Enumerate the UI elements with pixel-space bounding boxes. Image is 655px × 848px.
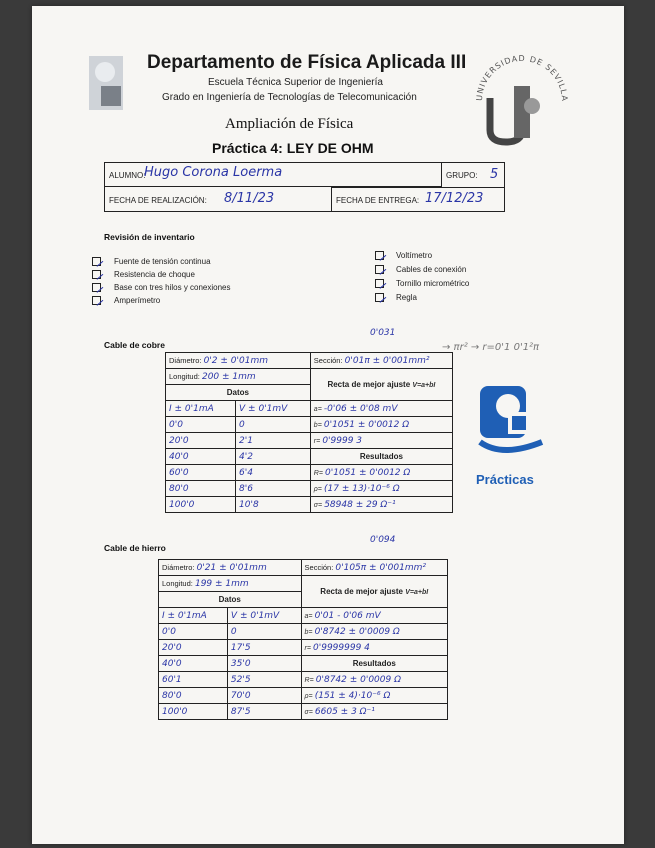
table-row: 80'0 <box>159 688 228 704</box>
copper-sec-label: Sección: <box>313 355 343 365</box>
iron-long-label: Longitud: <box>162 578 193 588</box>
copper-section-title: Cable de cobre <box>104 340 165 350</box>
iron-diam-label: Diámetro: <box>162 562 195 572</box>
iron-sec-label: Sección: <box>304 562 334 572</box>
checkbox-8-icon <box>375 293 384 302</box>
practicas-badge-text: Prácticas <box>476 472 534 487</box>
school-name: Escuela Técnica Superior de Ingeniería <box>208 77 383 88</box>
iron-datos-header: Datos <box>159 592 302 608</box>
inventory-item: Cables de conexión <box>396 265 467 274</box>
copper-results-header: Resultados <box>310 449 452 465</box>
alumno-label: ALUMNO: <box>109 171 146 180</box>
table-row: 40'0 <box>166 449 236 465</box>
inventory-item: Regla <box>396 293 417 302</box>
checkbox-2-icon <box>92 270 101 279</box>
copper-sec-value: 0'01π ± 0'001mm² <box>344 355 430 366</box>
copper-col-v: V ± 0'1mV <box>236 401 311 417</box>
university-seal-icon <box>472 46 570 146</box>
copper-rho-value: (17 ± 13)·10⁻⁶ Ω <box>324 483 400 494</box>
grupo-value: 5 <box>490 167 499 182</box>
grupo-label: GRUPO: <box>446 171 478 180</box>
document-page <box>32 6 624 844</box>
copper-note-above: 0'031 <box>370 328 396 338</box>
checkbox-7-icon <box>375 279 384 288</box>
iron-table: Diámetro: 0'21 ± 0'01mm Sección: 0'105π ± 0'001mm² Longitud: 199 ± 1mm Recta de mejor ajuste V=a+bI Datos I ± 0'1mA V ± 0'1mV a= 0'01 - 0'06 mV 0'0 0 b= 0'8742 ± 0'0009 Ω 20'0 17'5 r= 0'9999999 4 40'0 35'0 Resultados 60'1 52'5 R= 0'8742 ± 0'0009 Ω 80'0 70'0 ρ= (151 ± 4)·10⁻⁶ Ω 100'0 87'5 σ= 6605 ± 3 Ω⁻¹ <box>158 559 448 720</box>
iron-results-header: Resultados <box>301 656 447 672</box>
copper-datos-header: Datos <box>166 385 311 401</box>
copper-b-value: 0'1051 ± 0'0012 Ω <box>323 419 410 430</box>
inventory-item: Resistencia de choque <box>114 270 195 279</box>
iron-r-value: 0'9999999 4 <box>313 642 370 653</box>
copper-fit-eq: V=a+bI <box>412 382 436 389</box>
iron-R-value: 0'8742 ± 0'0009 Ω <box>315 674 401 685</box>
fecha-realizacion-label: FECHA DE REALIZACIÓN: <box>109 196 207 205</box>
iron-col-v: V ± 0'1mV <box>227 608 301 624</box>
iron-note-above: 0'094 <box>370 535 396 545</box>
table-row: 0'0 <box>159 624 228 640</box>
iron-fit-label: Recta de mejor ajuste <box>320 587 403 596</box>
iron-rho-value: (151 ± 4)·10⁻⁶ Ω <box>314 690 391 701</box>
copper-side-note: → πr² → r=0'1 0'1²π <box>442 342 540 353</box>
fecha-entrega-label: FECHA DE ENTREGA: <box>336 196 420 205</box>
checkbox-4-icon <box>92 296 101 305</box>
iron-fit-eq: V=a+bI <box>405 589 429 596</box>
iron-long-value: 199 ± 1mm <box>194 578 249 589</box>
fecha-realizacion-value: 8/11/23 <box>224 191 275 206</box>
department-title: Departamento de Física Aplicada III <box>147 52 467 73</box>
inventory-item: Amperímetro <box>114 296 161 305</box>
inventory-title: Revisión de inventario <box>104 232 195 242</box>
inventory-item: Voltímetro <box>396 251 433 260</box>
checkbox-5-icon <box>375 251 384 260</box>
copper-R-value: 0'1051 ± 0'0012 Ω <box>325 467 411 478</box>
iron-sec-value: 0'105π ± 0'001mm² <box>335 562 426 573</box>
checkbox-1-icon <box>92 257 101 266</box>
copper-fit-label: Recta de mejor ajuste <box>327 380 411 389</box>
department-logo-icon <box>87 54 127 114</box>
checkbox-3-icon <box>92 283 101 292</box>
practicas-badge-icon <box>472 382 550 472</box>
table-row: 60'1 <box>159 672 228 688</box>
copper-table: Diámetro: 0'2 ± 0'01mm Sección: 0'01π ± 0'001mm² Longitud: 200 ± 1mm Recta de mejor ajuste V=a+bI Datos I ± 0'1mA V ± 0'1mV a= -0'06 ± 0'08 mV 0'0 0 b= 0'1051 ± 0'0012 Ω 20'0 2'1 r= 0'9999 3 40'0 4'2 Resultados 60'0 6'4 R= 0'1051 ± 0'0012 Ω 80'0 8'6 ρ= (17 ± 13)·10⁻⁶ Ω 100'0 10'8 σ= 58948 ± 29 Ω⁻¹ <box>165 352 453 513</box>
inventory-item: Fuente de tensión continua <box>114 257 211 266</box>
table-row: 20'0 <box>166 433 236 449</box>
table-row: 40'0 <box>159 656 228 672</box>
copper-diam-value: 0'2 ± 0'01mm <box>203 355 268 366</box>
iron-a-value: 0'01 - 0'06 mV <box>314 610 381 621</box>
fecha-entrega-value: 17/12/23 <box>425 191 484 206</box>
iron-b-value: 0'8742 ± 0'0009 Ω <box>314 626 400 637</box>
alumno-value: Hugo Corona Loerma <box>144 165 283 180</box>
iron-sigma-value: 6605 ± 3 Ω⁻¹ <box>314 706 375 717</box>
iron-col-i: I ± 0'1mA <box>159 608 228 624</box>
iron-diam-value: 0'21 ± 0'01mm <box>196 562 267 573</box>
table-row: 0'0 <box>166 417 236 433</box>
degree-name: Grado en Ingeniería de Tecnologías de Telecomunicación <box>162 92 417 103</box>
table-row: 100'0 <box>166 497 236 513</box>
table-row: 100'0 <box>159 704 228 720</box>
inventory-item: Tornillo micrométrico <box>396 279 470 288</box>
inventory-item: Base con tres hilos y conexiones <box>114 283 231 292</box>
copper-r-value: 0'9999 3 <box>322 435 363 446</box>
copper-a-value: -0'06 ± 0'08 mV <box>323 403 398 414</box>
copper-diam-label: Diámetro: <box>169 355 202 365</box>
course-title: Ampliación de Física <box>225 116 354 132</box>
seal-text: UNIVERSIDAD DE SEVILLA <box>474 53 570 103</box>
practice-title: Práctica 4: LEY DE OHM <box>212 140 374 156</box>
table-row: 80'0 <box>166 481 236 497</box>
copper-sigma-value: 58948 ± 29 Ω⁻¹ <box>324 499 396 510</box>
checkbox-6-icon <box>375 265 384 274</box>
copper-long-value: 200 ± 1mm <box>201 371 256 382</box>
copper-long-label: Longitud: <box>169 371 200 381</box>
copper-col-i: I ± 0'1mA <box>166 401 236 417</box>
table-row: 20'0 <box>159 640 228 656</box>
table-row: 60'0 <box>166 465 236 481</box>
iron-section-title: Cable de hierro <box>104 543 166 553</box>
